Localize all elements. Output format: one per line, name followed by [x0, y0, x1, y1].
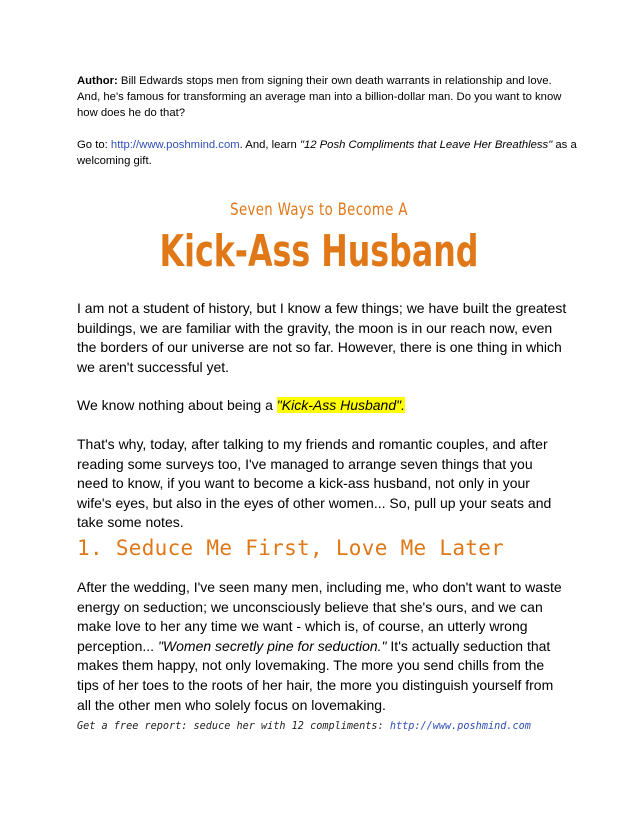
subtitle: Seven Ways to Become A [230, 200, 408, 220]
section-1-body [77, 578, 567, 715]
author-text: Bill Edwards stops men from signing their own death warrants in relationship and love. And, he's famous for transforming an average man into a billion-dollar man. Do you want to know how does he do that? [77, 75, 562, 119]
section-1-paragraph [77, 578, 567, 715]
section-1-quote: "Women secretly pine for seduction." [157, 637, 387, 654]
section-1-heading: 1. Seduce Me First, Love Me Later [77, 536, 505, 560]
goto-suffix: as a welcoming gift. [77, 139, 577, 167]
author-block [77, 73, 577, 169]
poshmind-link[interactable]: http://www.poshmind.com [110, 139, 240, 151]
highlighted-phrase: "Kick-Ass Husband". [276, 397, 405, 414]
goto-prefix: Go to: [77, 139, 111, 151]
goto-middle: . And, learn [239, 139, 300, 151]
footer-note [77, 721, 577, 732]
intro-paragraph-2 [77, 396, 567, 416]
goto-quote: "12 Posh Compliments that Leave Her Breathless" [299, 139, 553, 151]
author-label: Author: [77, 75, 118, 87]
page-title: Kick-Ass Husband [159, 226, 479, 277]
intro-paragraph-1: I am not a student of history, but I know a few things; we have built the greatest buildings, we are familiar with the gravity, the moon is in our reach now, even the borders of our universe are not so far. However, there is one thing in which we aren't successful yet. [77, 300, 567, 375]
intro-p2-prefix: We know nothing about being a [77, 397, 277, 414]
author-bio [77, 73, 577, 121]
intro-body [77, 299, 567, 533]
goto-line [77, 137, 577, 169]
section-1-text-b: It's actually seduction that makes them happy, not only lovemaking. The more you send chills from the tips of her toes to the roots of her hair, the more you distinguish yourself from all the other men who solely focus on lovemaking. [77, 637, 554, 713]
footer-link[interactable]: http://www.poshmind.com [389, 721, 531, 732]
footer-text: Get a free report: seduce her with 12 compliments: [77, 721, 390, 732]
section-1-text-a: After the wedding, I've seen many men, including me, who don't want to waste energy on seduction; we unconsciously believe that she's ours, and we can make love to her any time we want - which is, of course, an utterly wrong perception... [77, 579, 562, 654]
intro-paragraph-3: That's why, today, after talking to my friends and romantic couples, and after reading some surveys too, I've managed to arrange seven things that you need to know, if you want to become a kick-ass husband, not only in your wife's eyes, but also in the eyes of other women... So, pull up your seats and take some notes. [77, 435, 552, 531]
